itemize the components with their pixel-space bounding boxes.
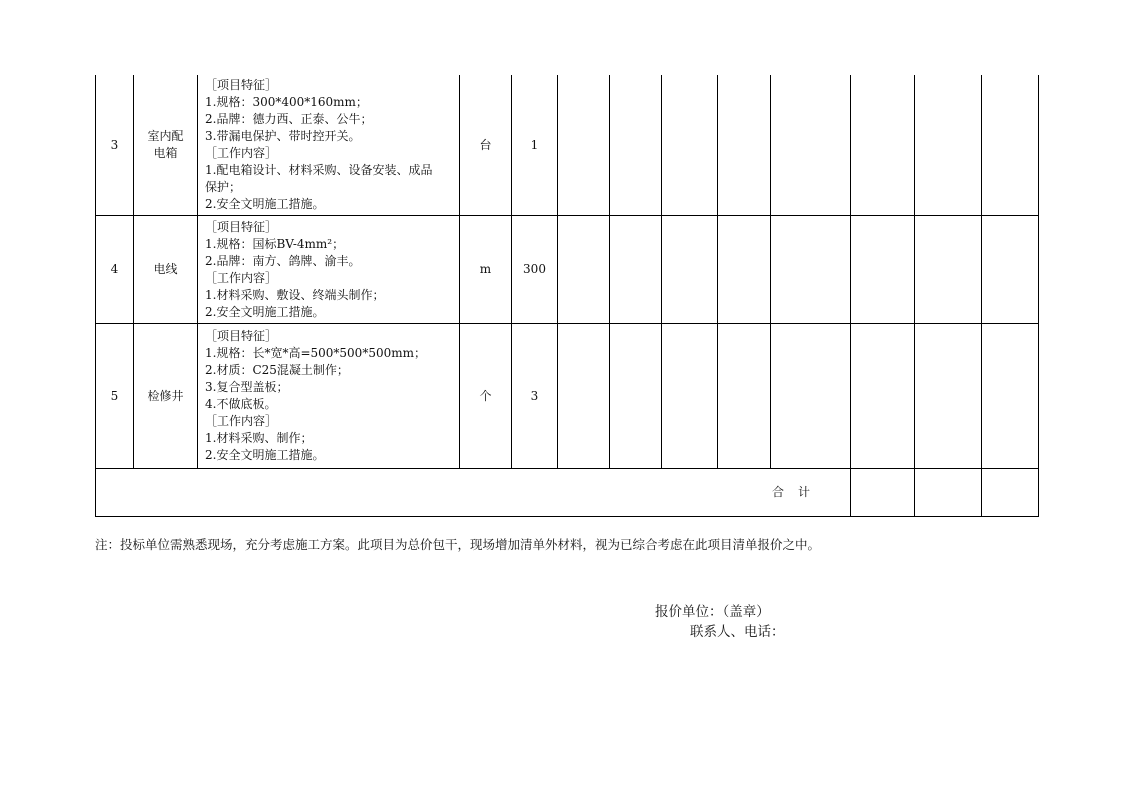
item-description bbox=[198, 75, 460, 216]
contact-label: 联系人、电话： bbox=[690, 624, 785, 640]
item-name: 电线 bbox=[134, 216, 198, 324]
description-line: 4.不做底板。 bbox=[205, 397, 277, 411]
price-cell bbox=[851, 324, 915, 469]
description-line: ［项目特征］ bbox=[205, 78, 278, 92]
price-cell bbox=[915, 75, 982, 216]
description-line: 2.品牌：南方、鸽牌、渝丰。 bbox=[205, 253, 361, 268]
description-line: 2.安全文明施工措施。 bbox=[205, 448, 325, 462]
price-cell bbox=[851, 75, 915, 216]
price-cell bbox=[771, 75, 851, 216]
item-unit: m bbox=[460, 216, 512, 324]
item-unit: 个 bbox=[460, 324, 512, 469]
item-description bbox=[198, 324, 460, 469]
description-line: 1.配电箱设计、材料采购、设备安装、成品 bbox=[205, 163, 433, 177]
price-cell bbox=[610, 324, 662, 469]
table-row bbox=[96, 75, 1039, 216]
description-line: 3.复合型盖板； bbox=[205, 380, 289, 394]
item-number: 4 bbox=[96, 216, 134, 324]
description-line: 3.带漏电保护、带时控开关。 bbox=[205, 129, 361, 143]
price-cell bbox=[982, 216, 1039, 324]
price-cell bbox=[982, 324, 1039, 469]
item-quantity: 3 bbox=[512, 324, 558, 469]
price-cell bbox=[662, 75, 718, 216]
total-cell bbox=[915, 469, 982, 517]
price-cell bbox=[610, 75, 662, 216]
table-row bbox=[96, 216, 1039, 324]
description-line: ［工作内容］ bbox=[205, 414, 278, 428]
price-cell bbox=[662, 324, 718, 469]
item-quantity: 1 bbox=[512, 75, 558, 216]
price-cell bbox=[610, 216, 662, 324]
description-line: 1.材料采购、敷设、终端头制作； bbox=[205, 287, 385, 302]
price-cell bbox=[558, 324, 610, 469]
item-description bbox=[198, 216, 460, 324]
item-unit: 台 bbox=[460, 75, 512, 216]
description-line: 1.材料采购、制作； bbox=[205, 431, 313, 445]
description-line: 1.规格：国标BV-4mm²； bbox=[205, 236, 345, 251]
total-label: 合计 bbox=[96, 469, 851, 517]
table-row bbox=[96, 324, 1039, 469]
price-cell bbox=[718, 216, 771, 324]
total-cell bbox=[982, 469, 1039, 517]
description-line: ［项目特征］ bbox=[205, 329, 278, 343]
description-line: 保护； bbox=[205, 180, 242, 194]
description-line: ［工作内容］ bbox=[205, 270, 278, 285]
price-cell bbox=[915, 216, 982, 324]
price-cell bbox=[851, 216, 915, 324]
price-cell bbox=[982, 75, 1039, 216]
description-line: ［项目特征］ bbox=[205, 219, 278, 234]
price-cell bbox=[771, 216, 851, 324]
price-cell bbox=[771, 324, 851, 469]
price-cell bbox=[662, 216, 718, 324]
item-number: 5 bbox=[96, 324, 134, 469]
description-line: 1.规格：长*宽*高=500*500*500mm； bbox=[205, 346, 426, 360]
description-line: 2.安全文明施工措施。 bbox=[205, 304, 325, 319]
description-line: 2.材质：C25混凝土制作； bbox=[205, 363, 349, 377]
item-name: 室内配电箱 bbox=[134, 75, 198, 216]
item-number: 3 bbox=[96, 75, 134, 216]
item-quantity: 300 bbox=[512, 216, 558, 324]
footnote: 注：投标单位需熟悉现场，充分考虑施工方案。此项目为总价包干，现场增加清单外材料，视为已综合考虑在此项目清单报价之中。 bbox=[95, 537, 821, 552]
price-cell bbox=[718, 324, 771, 469]
price-cell bbox=[718, 75, 771, 216]
description-line: 2.安全文明施工措施。 bbox=[205, 197, 325, 211]
bill-of-quantities-table bbox=[95, 75, 1039, 517]
description-line: 1.规格：300*400*160mm； bbox=[205, 95, 368, 109]
description-line: 2.品牌：德力西、正泰、公牛； bbox=[205, 112, 373, 126]
item-name: 检修井 bbox=[134, 324, 198, 469]
price-cell bbox=[558, 75, 610, 216]
price-cell bbox=[558, 216, 610, 324]
quote-unit-label: 报价单位：（盖章） bbox=[655, 604, 770, 620]
total-row bbox=[96, 469, 1039, 517]
price-cell bbox=[915, 324, 982, 469]
description-line: ［工作内容］ bbox=[205, 146, 278, 160]
total-cell bbox=[851, 469, 915, 517]
